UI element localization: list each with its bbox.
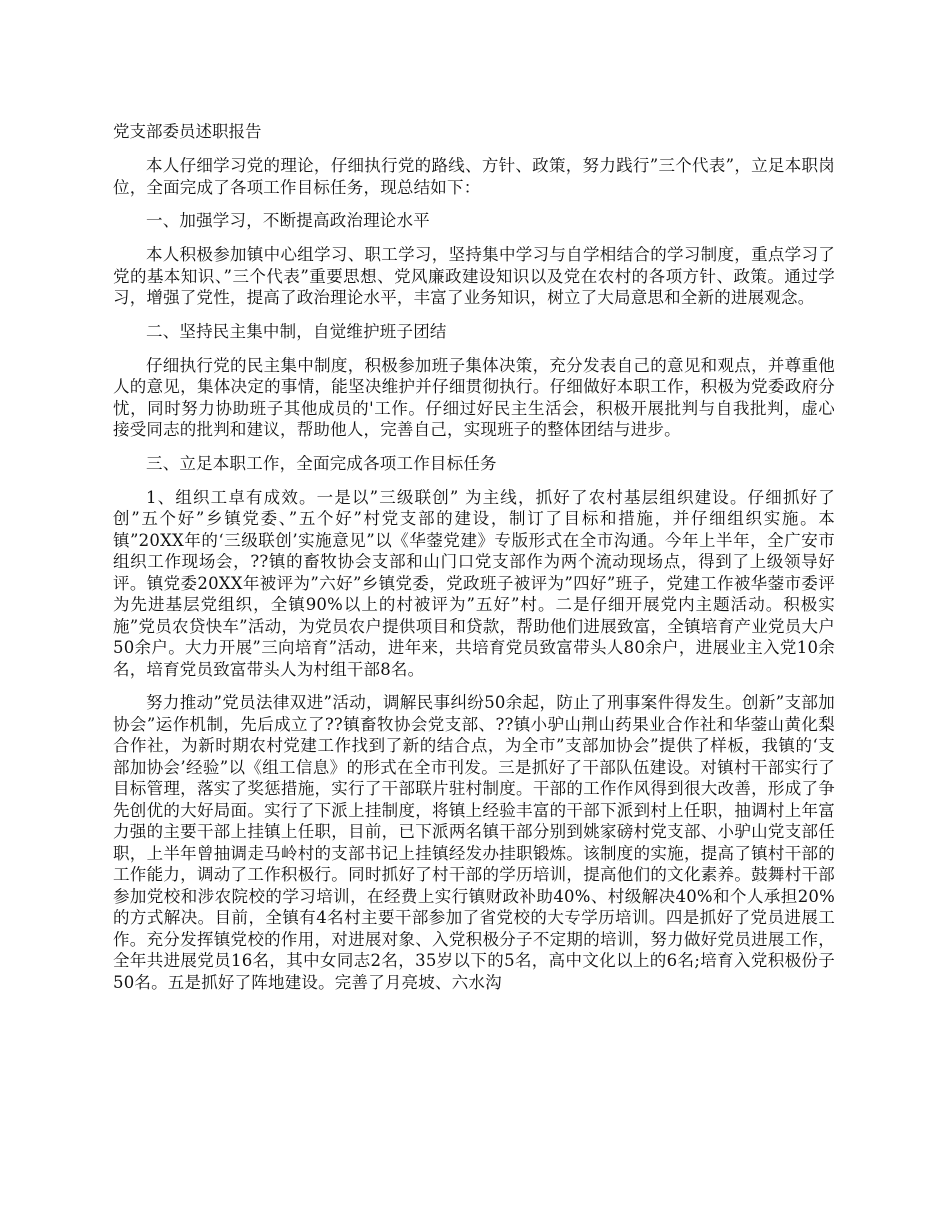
intro-paragraph: 本人仔细学习党的理论，仔细执行党的路线、方针、政策，努力践行”三个代表”，立足本职岗位，全面完成了各项工作目标任务，现总结如下： — [113, 156, 835, 197]
section-3-heading: 三、立足本职工作，全面完成各项工作目标任务 — [146, 453, 497, 473]
document-title: 党支部委员述职报告 — [113, 122, 262, 141]
document-page — [113, 120, 835, 1005]
section-2-paragraph: 仔细执行党的民主集中制度，积极参加班子集体决策，充分发表自己的意见和观点，并尊重他人的意见，集体决定的事情，能坚决维护并仔细贯彻执行。仔细做好本职工作，积极为党委政府分忧，同时努力协助班子其他成员的'工作。仔细过好民主生活会，积极开展批判与自我批判，虚心接受同志的批判和建议，帮助他人，完善自己，实现班子的整体团结与进步。 — [113, 355, 835, 439]
section-1-paragraph: 本人积极参加镇中心组学习、职工学习，坚持集中学习与自学相结合的学习制度，重点学习了党的基本知识、”三个代表”重要思想、党风廉政建设知识以及党在农村的各项方针、政策。通过学习，增强了党性，提高了政治理论水平，丰富了业务知识，树立了大局意思和全新的进展观念。 — [113, 245, 835, 307]
section-3-paragraph-1: 1、组织工卓有成效。一是以”三级联创” 为主线，抓好了农村基层组织建设。仔细抓好了创”五个好”乡镇党委、”五个好”村党支部的建设，制订了目标和措施，并仔细组织实施。本镇”20XX年的‘三级联创’实施意见”以《华蓥党建》专版形式在全市沟通。今年上半年，全广安市组织工作现场会，??镇的畜牧协会支部和山门口党支部作为两个流动现场点，得到了上级领导好评。镇党委20XX年被评为”六好”乡镇党委，党政班子被评为”四好”班子，党建工作被华蓥市委评为先进基层党组织，全镇90%以上的村被评为”五好”村。二是仔细开展党内主题活动。积极实施”党员农贷快车”活动，为党员农户提供项目和贷款，帮助他们进展致富，全镇培育产业党员大户50余户。大力开展”三向培育”活动，进年来，共培育党员致富带头人80余户，进展业主入党10余名，培育党员致富带头人为村组干部8名。 — [113, 487, 835, 679]
section-2-heading: 二、坚持民主集中制，自觉维护班子团结 — [146, 321, 447, 341]
section-1-heading: 一、加强学习，不断提高政治理论水平 — [146, 211, 430, 230]
section-3-paragraph-2: 努力推动”党员法律双进”活动，调解民事纠纷50余起，防止了刑事案件得发生。创新”支部加协会”运作机制，先后成立了??镇畜牧协会党支部、??镇小驴山荆山药果业合作社和华蓥山黄化梨合作社，为新时期农村党建工作找到了新的结合点，为全市”支部加协会”提供了样板，我镇的‘支部加协会’经验”以《组工信息》的形式在全市刊发。三是抓好了干部队伍建设。对镇村干部实行了目标管理，落实了奖惩措施，实行了干部联片驻村制度。干部的工作作风得到很大改善，形成了争先创优的大好局面。实行了下派上挂制度，将镇上经验丰富的干部下派到村上任职，抽调村上年富力强的主要干部上挂镇上任职，目前，已下派两名镇干部分别到姚家磅村党支部、小驴山党支部任职，上半年曾抽调走马岭村的支部书记上挂镇经发办挂职锻炼。该制度的实施，提高了镇村干部的工作能力，调动了工作积极行。同时抓好了村干部的学历培训，提高他们的文化素养。鼓舞村干部参加党校和涉农院校的学习培训，在经费上实行镇财政补助40%、村级解决40%和个人承担20%的方式解决。目前，全镇有4名村主要干部参加了省党校的大专学历培训。四是抓好了党员进展工作。充分发挥镇党校的作用，对进展对象、入党积极分子不定期的培训，努力做好党员进展工作，全年共进展党员16名，其中女同志2名，35岁以下的5名，高中文化以上的6名;培育入党积极份子50名。五是抓好了阵地建设。完善了月亮坡、六水沟 — [113, 693, 835, 992]
